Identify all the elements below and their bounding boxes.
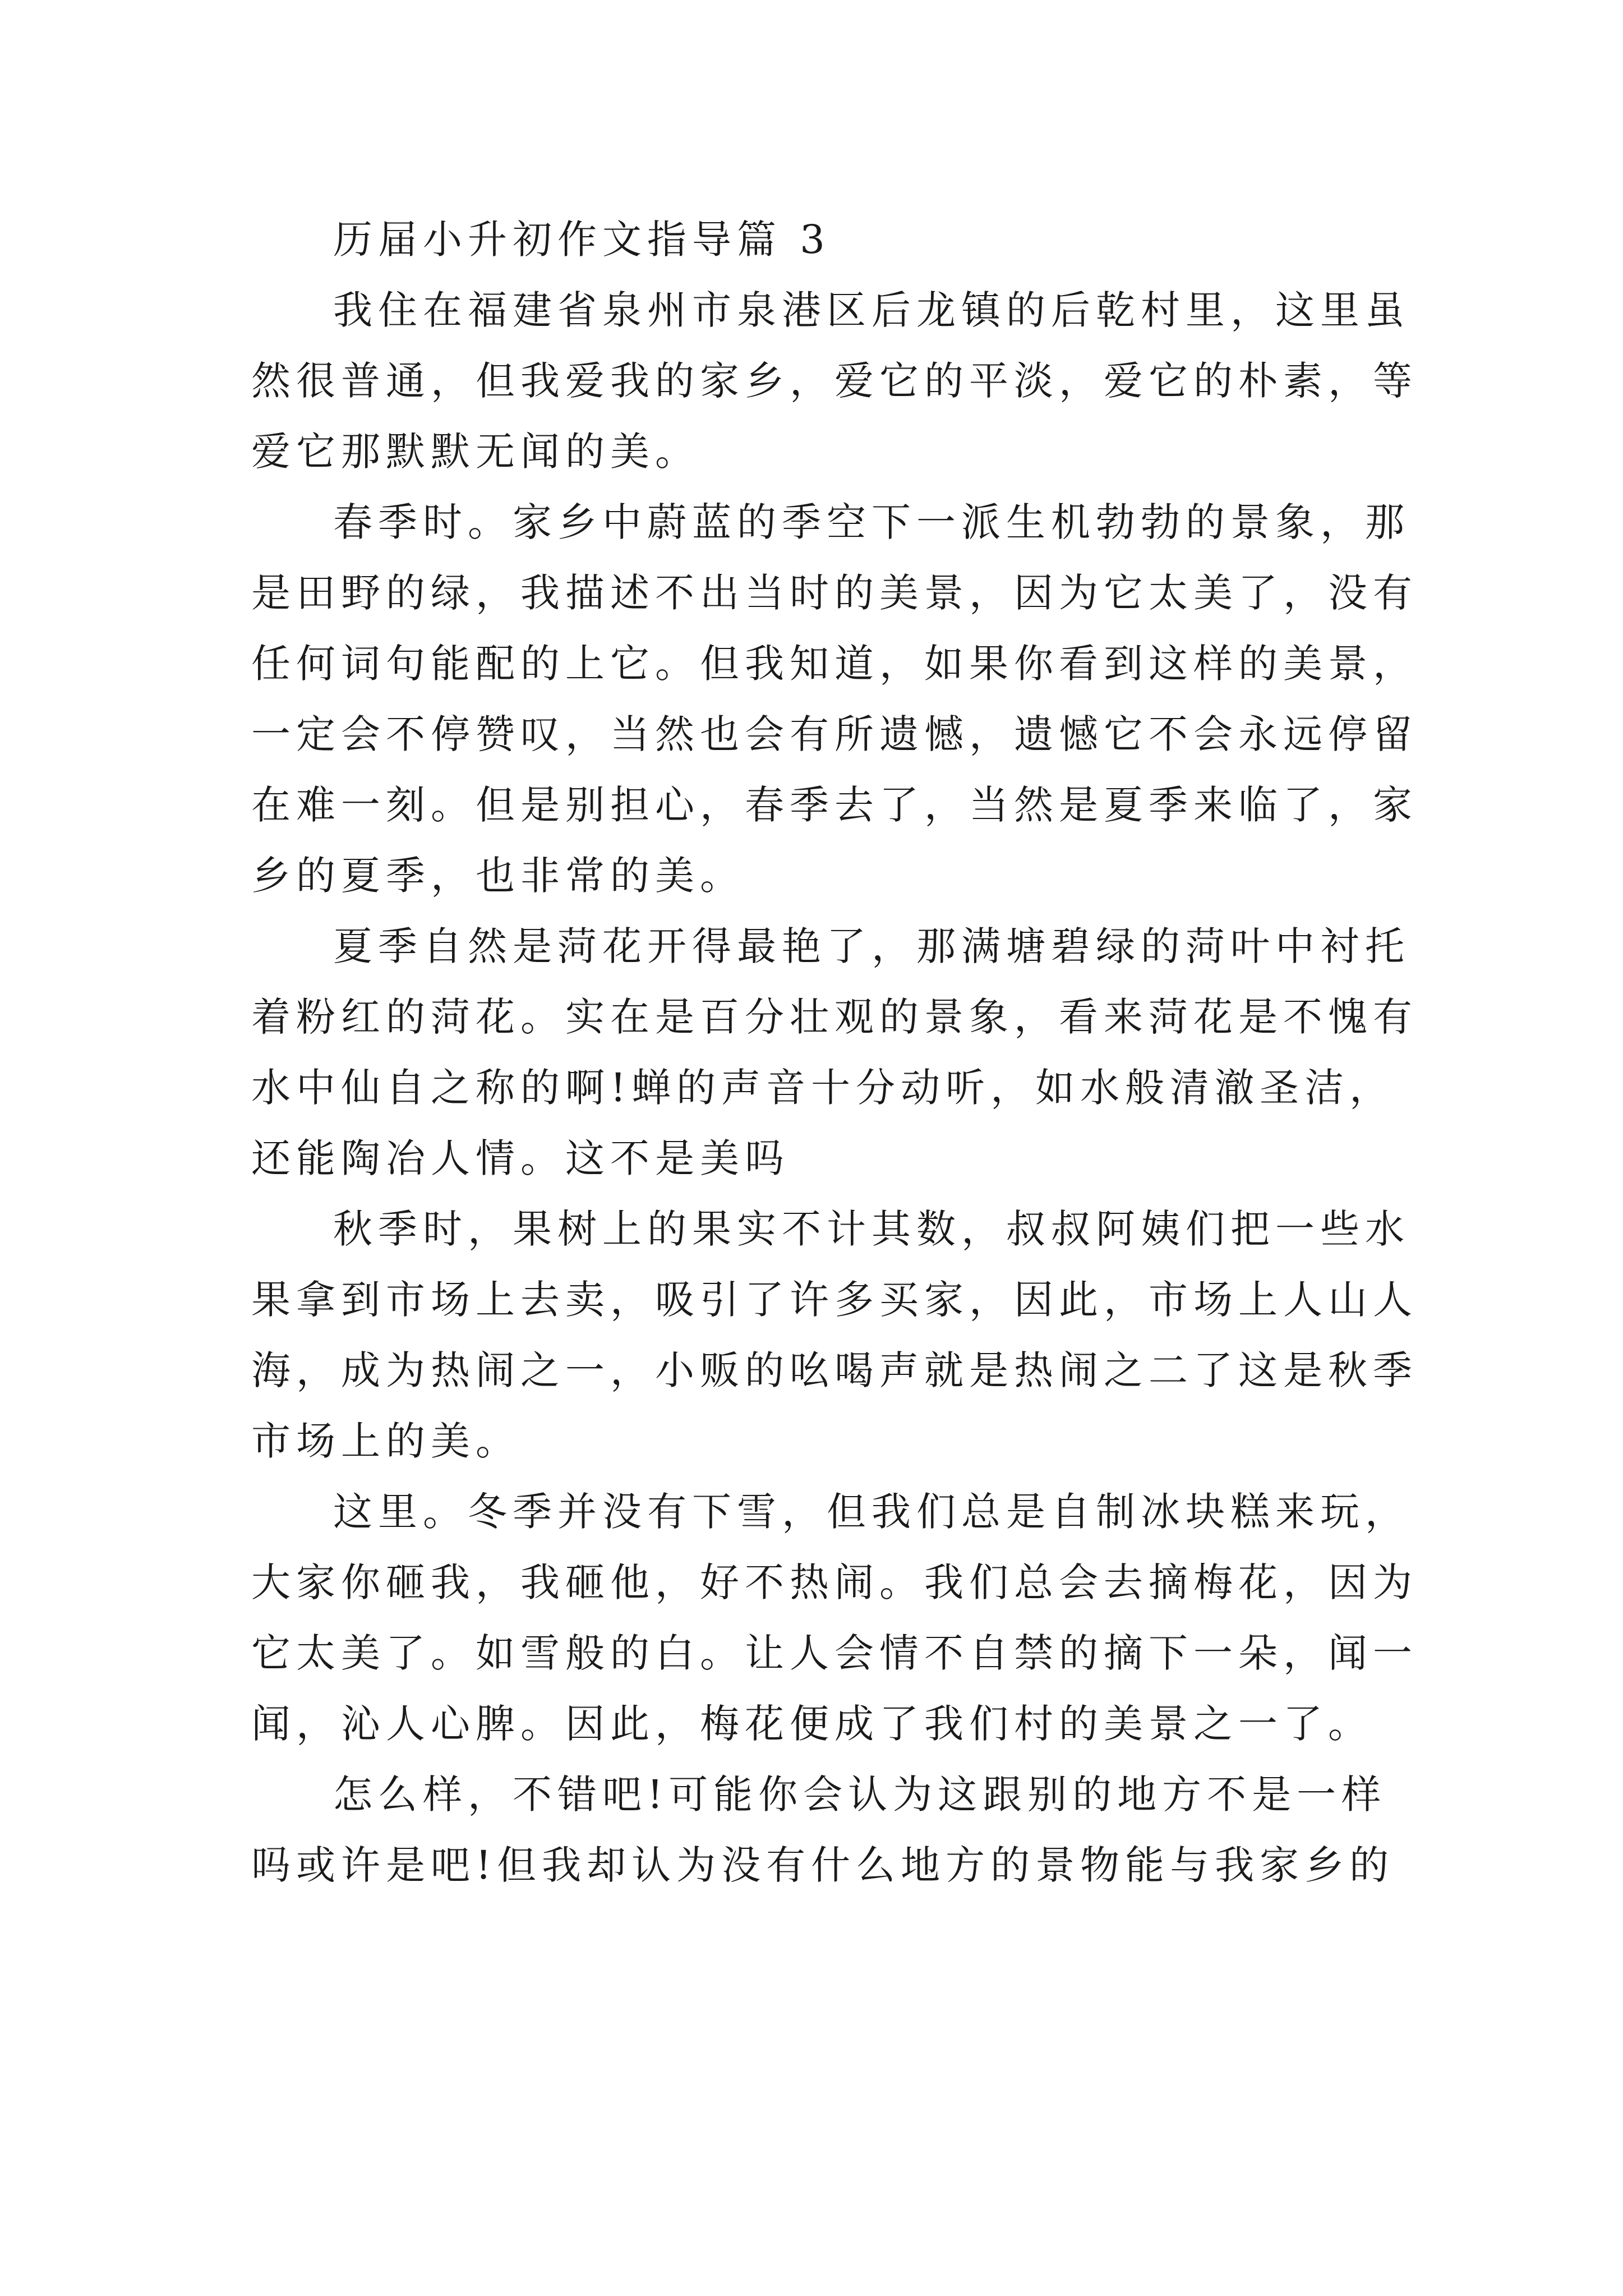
paragraph-3-line-3: 水中仙自之称的啊!蝉的声音十分动听，如水般清澈圣洁， <box>251 1065 1395 1111</box>
paragraph-1-line-2: 然很普通，但我爱我的家乡，爱它的平淡，爱它的朴素，等 <box>251 358 1418 404</box>
paragraph-3-line-1: 夏季自然是菏花开得最艳了，那满塘碧绿的菏叶中衬托 <box>333 923 1410 969</box>
paragraph-4-line-1: 秋季时，果树上的果实不计其数，叔叔阿姨们把一些水 <box>333 1206 1410 1252</box>
paragraph-1-line-1: 我住在福建省泉州市泉港区后龙镇的后乾村里，这里虽 <box>333 287 1410 333</box>
paragraph-2-line-5: 在难一刻。但是别担心，春季去了，当然是夏季来临了，家 <box>251 782 1418 828</box>
paragraph-3-line-4: 还能陶冶人情。这不是美吗 <box>251 1135 790 1181</box>
paragraph-2-line-4: 一定会不停赞叹，当然也会有所遗憾，遗憾它不会永远停留 <box>251 711 1418 757</box>
paragraph-3-line-2: 着粉红的菏花。实在是百分壮观的景象，看来菏花是不愧有 <box>251 994 1418 1040</box>
paragraph-4-line-4: 市场上的美。 <box>251 1418 520 1464</box>
essay-title: 历届小升初作文指导篇 3 <box>333 217 831 263</box>
paragraph-1-line-3: 爱它那默默无闻的美。 <box>251 429 700 475</box>
paragraph-6-line-1: 怎么样，不错吧!可能你会认为这跟别的地方不是一样 <box>333 1772 1387 1818</box>
paragraph-5-line-1: 这里。冬季并没有下雪，但我们总是自制冰块糕来玩， <box>333 1489 1410 1535</box>
paragraph-5-line-4: 闻，沁人心脾。因此，梅花便成了我们村的美景之一了。 <box>251 1701 1373 1747</box>
paragraph-5-line-2: 大家你砸我，我砸他，好不热闹。我们总会去摘梅花，因为 <box>251 1559 1418 1605</box>
paragraph-4-line-2: 果拿到市场上去卖，吸引了许多买家，因此，市场上人山人 <box>251 1277 1418 1323</box>
paragraph-2-line-2: 是田野的绿，我描述不出当时的美景，因为它太美了，没有 <box>251 570 1418 616</box>
paragraph-6-line-2: 吗或许是吧!但我却认为没有什么地方的景物能与我家乡的 <box>251 1842 1395 1888</box>
paragraph-4-line-3: 海，成为热闹之一，小贩的吆喝声就是热闹之二了这是秋季 <box>251 1347 1418 1393</box>
paragraph-2-line-3: 任何词句能配的上它。但我知道，如果你看到这样的美景， <box>251 641 1418 687</box>
paragraph-2-line-1: 春季时。家乡中蔚蓝的季空下一派生机勃勃的景象，那 <box>333 499 1410 545</box>
essay-body <box>251 204 1418 1901</box>
paragraph-2-line-6: 乡的夏季，也非常的美。 <box>251 853 745 899</box>
paragraph-5-line-3: 它太美了。如雪般的白。让人会情不自禁的摘下一朵，闻一 <box>251 1630 1418 1676</box>
